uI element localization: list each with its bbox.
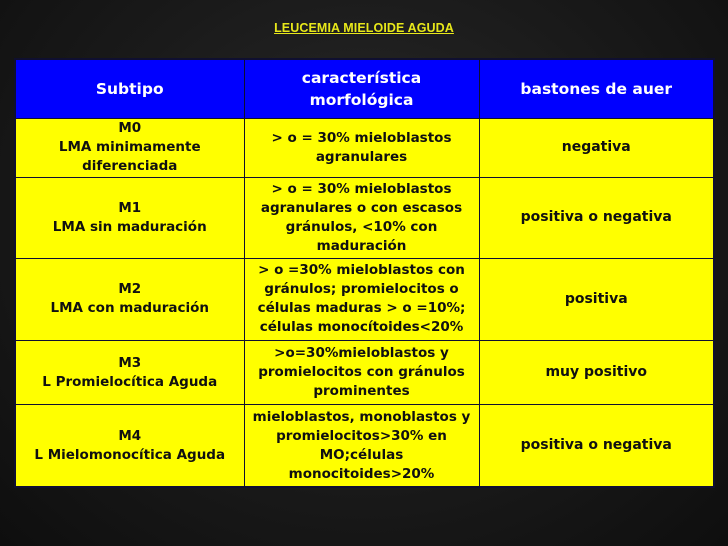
- cell-caracteristica: mieloblastos, monoblastos y promielocitos>30% en MO;células monocitoides>20%: [244, 405, 479, 487]
- slide-title: LEUCEMIA MIELOIDE AGUDA: [274, 21, 454, 35]
- cell-bastones: negativa: [479, 119, 714, 178]
- cell-caracteristica: > o = 30% mieloblastos agranulares: [244, 119, 479, 178]
- table-row: [15, 341, 714, 405]
- cell-caracteristica: > o = 30% mieloblastos agranulares o con escasos gránulos, <10% con maduración: [244, 177, 479, 258]
- cell-bastones: muy positivo: [479, 341, 714, 405]
- cell-subtipo: M3 L Promielocítica Aguda: [15, 341, 244, 405]
- table-row: [15, 119, 714, 178]
- cell-subtipo: M2 LMA con maduración: [15, 258, 244, 341]
- cell-bastones: positiva o negativa: [479, 177, 714, 258]
- cell-subtipo: M0 LMA minimamente diferenciada: [15, 119, 244, 178]
- cell-caracteristica: > o =30% mieloblastos con gránulos; promielocitos o células maduras > o =10%; células monocítoides<20%: [244, 258, 479, 341]
- table-row: [15, 405, 714, 487]
- cell-subtipo: M4 L Mielomonocítica Aguda: [15, 405, 244, 487]
- lma-subtypes-table: [14, 58, 715, 488]
- table-header-row: [15, 59, 714, 119]
- table-row: [15, 258, 714, 341]
- table-row: [15, 177, 714, 258]
- cell-subtipo: M1 LMA sin maduración: [15, 177, 244, 258]
- cell-caracteristica: >o=30%mieloblastos y promielocitos con gránulos prominentes: [244, 341, 479, 405]
- cell-bastones: positiva: [479, 258, 714, 341]
- cell-bastones: positiva o negativa: [479, 405, 714, 487]
- header-subtipo: Subtipo: [15, 59, 244, 119]
- header-caracteristica: característica morfológica: [244, 59, 479, 119]
- header-bastones: bastones de auer: [479, 59, 714, 119]
